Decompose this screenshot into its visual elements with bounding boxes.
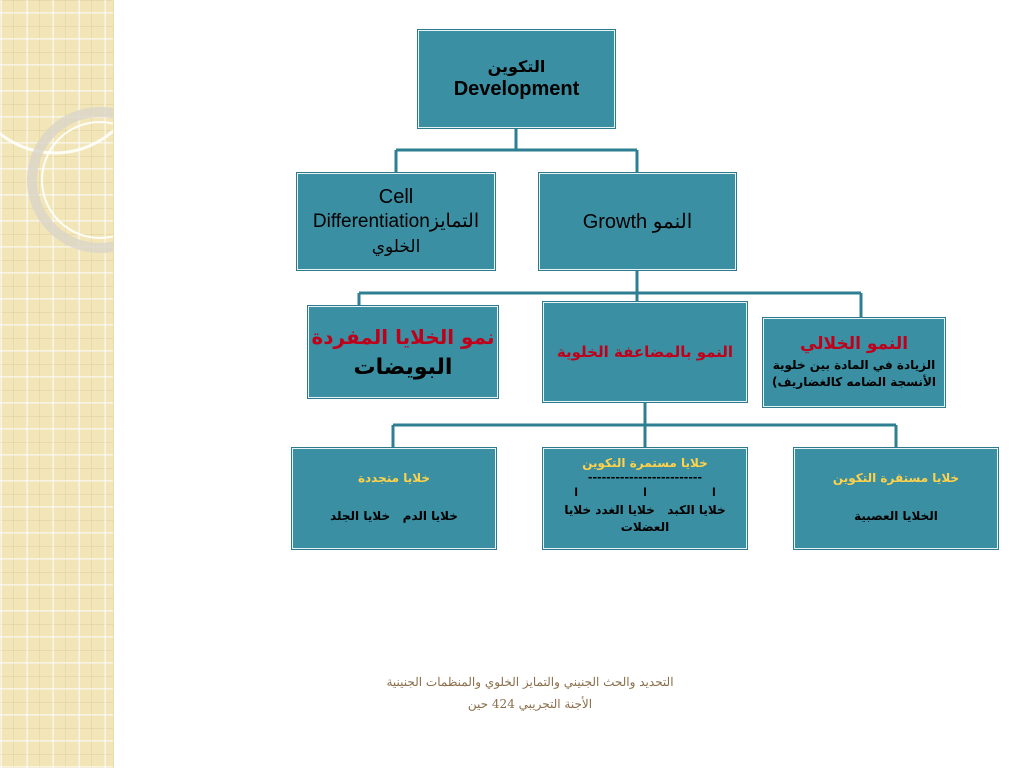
- differentiation-label: Differentiationالتمايز: [312, 210, 480, 232]
- stable-cells-title: خلايا مستقرة التكوين: [832, 471, 960, 485]
- single-cell-growth-box: [308, 306, 498, 398]
- stable-cells-examples: الخلايا العصبية: [854, 509, 938, 523]
- footer-line-2: الأجنة التجريبي 424 حين: [467, 697, 593, 711]
- continuous-cells-examples-2: العضلات: [620, 520, 670, 534]
- cell-label: Cell: [378, 185, 414, 208]
- cell-differentiation-box: [297, 173, 495, 270]
- interstitial-growth-box: [763, 318, 945, 407]
- growth-label: النمو Growth: [582, 211, 693, 233]
- development-box: [418, 30, 615, 128]
- cell-multiplication-label: النمو بالمضاعفة الخلوية: [556, 343, 734, 361]
- interstitial-line2: الأنسجة الضامه كالغضاريف): [772, 375, 936, 389]
- stable-cells-box: [794, 448, 998, 549]
- continuous-cells-divider: -------------------------: [587, 471, 703, 484]
- renewing-cells-examples: خلايا الدم خلايا الجلد: [330, 509, 458, 523]
- development-english-label: Development: [453, 78, 580, 100]
- continuous-cells-box: [543, 448, 747, 549]
- footer-line-1: التحديد والحث الجنيني والتمايز الخلوي والمنظمات الجنينية: [386, 675, 674, 689]
- cell-multiplication-growth-box: [543, 302, 747, 402]
- renewing-cells-title: خلايا متجددة: [357, 471, 431, 485]
- interstitial-growth-title: النمو الخلالي: [799, 334, 909, 354]
- development-arabic-label: التكوين: [487, 57, 546, 76]
- growth-box: [539, 173, 736, 270]
- interstitial-line1: الزيادة في المادة بين خلوية: [772, 358, 936, 372]
- continuous-cells-examples: خلايا الكبد خلايا الغدد خلايا: [564, 503, 726, 517]
- continuous-cells-marks: ا ا ا: [574, 486, 716, 499]
- cellular-arabic-label: الخلوي: [371, 236, 421, 257]
- renewing-cells-box: [292, 448, 496, 549]
- ova-label: البويضات: [353, 354, 453, 380]
- continuous-cells-title: خلايا مستمرة التكوين: [582, 456, 708, 470]
- single-cell-growth-title: نمو الخلايا المفردة: [311, 324, 495, 349]
